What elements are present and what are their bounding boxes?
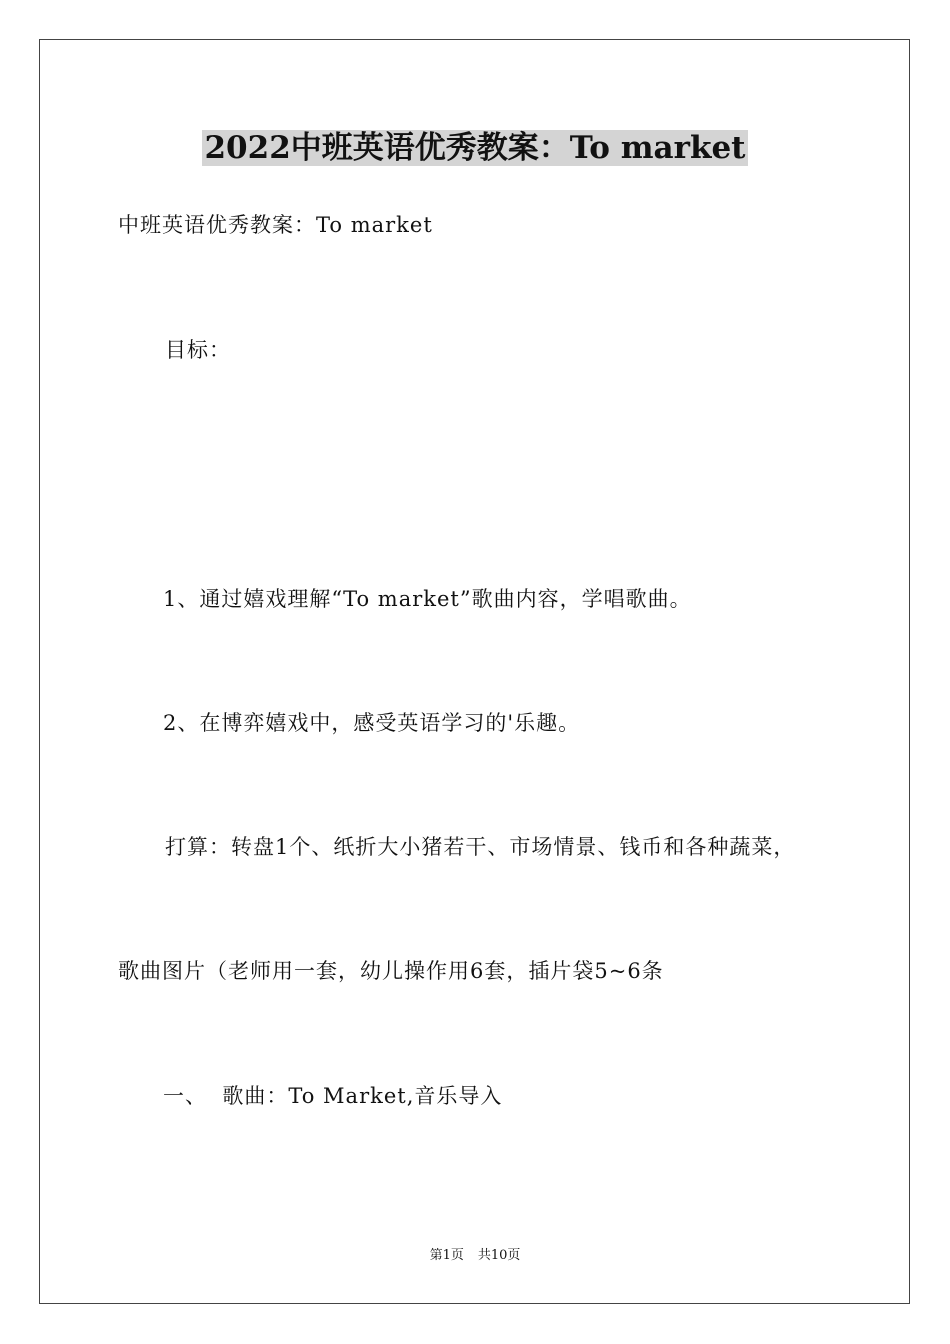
page-footer xyxy=(0,1247,950,1265)
preparation-continuation: 歌曲图片（老师用一套，幼儿操作用6套，插片袋5~6条 xyxy=(118,959,664,983)
goal-item-1: 1、通过嬉戏理解“To market”歌曲内容，学唱歌曲。 xyxy=(163,587,692,611)
document-title-text: 2022中班英语优秀教案：To market xyxy=(204,130,746,166)
section-one-heading: 一、 歌曲：To Market,音乐导入 xyxy=(163,1084,503,1108)
preparation-paragraph: 打算：转盘1个、纸折大小猪若干、市场情景、钱币和各种蔬菜， xyxy=(165,835,796,859)
subtitle-paragraph: 中班英语优秀教案：To market xyxy=(118,213,433,237)
page-total: 共10页 xyxy=(477,1248,521,1263)
page-number: 第1页 xyxy=(429,1248,464,1263)
document-title xyxy=(0,128,950,168)
goal-item-2: 2、在博弈嬉戏中，感受英语学习的'乐趣。 xyxy=(163,711,581,735)
goal-heading: 目标： xyxy=(165,338,231,362)
